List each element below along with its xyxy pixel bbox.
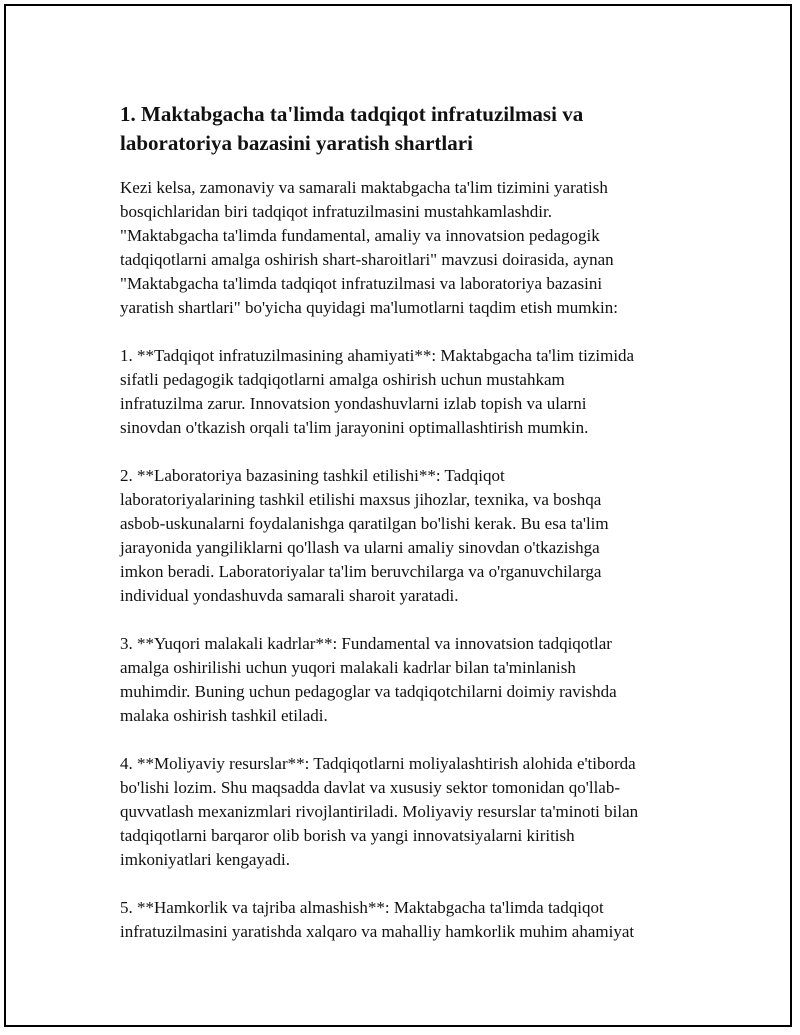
paragraph-1: 1. **Tadqiqot infratuzilmasining ahamiyati**: Maktabgacha ta'lim tizimida sifatli pedagogik tadqiqotlarni amalga oshirish uchun mustahkam infratuzilma zarur. Innovatsion yondashuvlarni izlab topish va ularni sinovdan o'tkazish orqali ta'lim jarayonini optimallashtirish mumkin. xyxy=(120,346,635,437)
paragraph-2: 2. **Laboratoriya bazasining tashkil etilishi**: Tadqiqot laboratoriyalarining tashkil etilishi maxsus jihozlar, texnika, va boshqa asbob-uskunalarni foydalanishga qaratilgan bo'lishi kerak. Bu esa ta'lim jarayonida yangiliklarni qo'llash va ularni amaliy sinovdan o'tkazishga imkon beradi. Laboratoriyalar ta'lim beruvchilarga va o'rganuvchilarga individual yondashuvda samarali sharoit yaratadi. xyxy=(120,466,609,605)
paragraph-3: 3. **Yuqori malakali kadrlar**: Fundamental va innovatsion tadqiqotlar amalga oshirilishi uchun yuqori malakali kadrlar bilan ta'minlanish muhimdir. Buning uchun pedagoglar va tadqiqotchilarni doimiy ravishda malaka oshirish tashkil etiladi. xyxy=(120,634,617,725)
paragraph-4: 4. **Moliyaviy resurslar**: Tadqiqotlarni moliyalashtirish alohida e'tiborda bo'lishi lozim. Shu maqsadda davlat va xususiy sektor tomonidan qo'llab- quvvatlash mexanizmlari rivojlantiriladi. Moliyaviy resurslar ta'minoti bilan tadqiqotlarni barqaror olib borish va yangi innovatsiyalarni kiritish imkoniyatlari kengayadi. xyxy=(120,754,639,869)
document-body xyxy=(120,100,690,968)
paragraph-5: 5. **Hamkorlik va tajriba almashish**: Maktabgacha ta'limda tadqiqot infratuzilmasini yaratishda xalqaro va mahalliy hamkorlik muhim ahamiyat xyxy=(120,898,635,941)
document-title: 1. Maktabgacha ta'limda tadqiqot infratuzilmasi va laboratoriya bazasini yaratish shartlari xyxy=(120,102,584,155)
page-frame xyxy=(4,4,792,1027)
intro-paragraph: Kezi kelsa, zamonaviy va samarali maktabgacha ta'lim tizimini yaratish bosqichlaridan biri tadqiqot infratuzilmasini mustahkamlashdir. "Maktabgacha ta'limda fundamental, amaliy va innovatsion pedagogik tadqiqotlarni amalga oshirish shart-sharoitlari" mavzusi doirasida, aynan "Maktabgacha ta'limda tadqiqot infratuzilmasi va laboratoriya bazasini yaratish shartlari" bo'yicha quyidagi ma'lumotlarni taqdim etish mumkin: xyxy=(120,178,618,317)
